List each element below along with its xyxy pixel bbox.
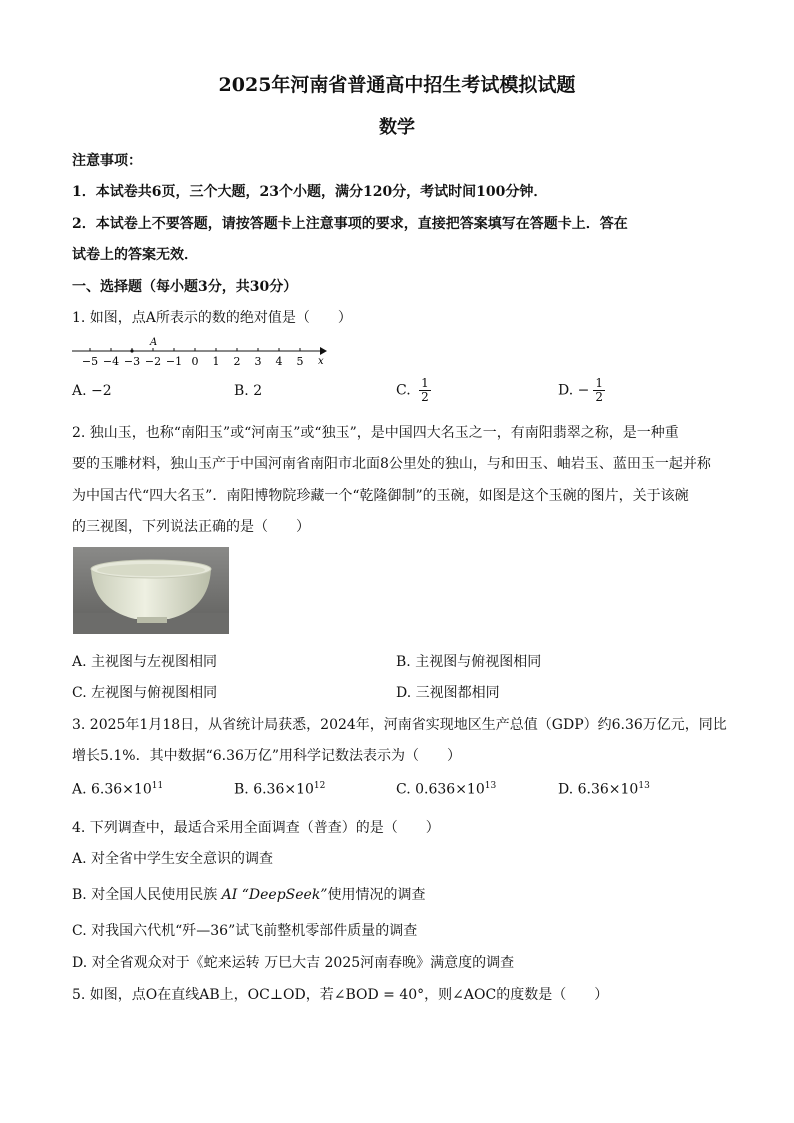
number-line-tick-label: −4 [102, 355, 120, 368]
q3-option-b [234, 781, 325, 798]
q1-option-c [396, 377, 431, 404]
q4-option-b-suffix: 使用情况的调查 [327, 887, 426, 903]
number-line-tick-label: 4 [275, 355, 283, 368]
q3-option-a-base: A. 6.36×10 [72, 781, 152, 798]
q2-option-d: D. 三视图都相同 [396, 685, 500, 701]
q2-line-4: 的三视图，下列说法正确的是（ ） [72, 519, 310, 535]
q4-option-b-ai: AI [221, 887, 238, 903]
q3-option-c [396, 781, 496, 798]
q3-line-2: 增长5.1%．其中数据“6.36万亿”用科学记数法表示为（ ） [72, 748, 462, 764]
fraction-denominator: 2 [595, 390, 603, 404]
section-heading: 一、选择题（每小题3分，共30分） [72, 279, 298, 295]
q3-option-b-base: B. 6.36×10 [234, 781, 314, 798]
q2-option-c: C. 左视图与俯视图相同 [72, 685, 218, 701]
q4-stem: 4. 下列调查中，最适合采用全面调查（普查）的是（ ） [72, 820, 440, 836]
fraction [593, 377, 605, 404]
q4-option-b-prefix: B. 对全国人民使用民族 [72, 887, 218, 903]
exam-title: 2025年河南省普通高中招生考试模拟试题 [218, 74, 576, 96]
q1-option-d-prefix: D. − [558, 382, 590, 399]
note-item-3: 试卷上的答案无效． [72, 247, 198, 263]
axis-x-label: x [318, 356, 324, 367]
q2-option-a: A. 主视图与左视图相同 [72, 654, 218, 670]
q3-option-d-base: D. 6.36×10 [558, 781, 639, 798]
point-a-label: A [150, 337, 158, 348]
q2-line-1: 2. 独山玉，也称“南阳玉”或“河南玉”或“独玉”，是中国四大名玉之一，有南阳翡翠之称，是一种重 [72, 425, 679, 441]
number-line-figure [70, 337, 328, 371]
fraction-numerator: 1 [595, 376, 603, 390]
q2-line-2: 要的玉雕材料，独山玉产于中国河南省南阳市北面8公里处的独山，与和田玉、岫岩玉、蓝田玉一起并称 [72, 456, 711, 472]
q1-option-a: A. −2 [72, 383, 112, 399]
q1-stem: 1. 如图，点A所表示的数的绝对值是（ ） [72, 310, 352, 326]
q4-option-b [72, 884, 425, 904]
exam-subject: 数学 [379, 117, 415, 138]
q2-line-3: 为中国古代“四大名玉”．南阳博物院珍藏一个“乾隆御制”的玉碗，如图是这个玉碗的图片，关于该碗 [72, 488, 689, 504]
q3-option-b-exponent: 12 [313, 781, 326, 791]
q4-option-c: C. 对我国六代机“歼—36”试飞前整机零部件质量的调查 [72, 923, 418, 939]
q4-option-a: A. 对全省中学生安全意识的调查 [72, 851, 274, 867]
q1-option-b: B. 2 [234, 383, 263, 399]
jade-bowl-photo [73, 547, 229, 634]
number-line-tick-label: 2 [233, 355, 241, 368]
number-line-tick-label: 3 [254, 355, 262, 368]
q3-line-1: 3. 2025年1月18日，从省统计局获悉，2024年，河南省实现地区生产总值（GDP）约6.36万亿元，同比 [72, 717, 727, 733]
q4-option-b-deepseek: “DeepSeek” [241, 887, 328, 903]
q4-option-d: D. 对全省观众对于《蛇来运转 万巳大吉 2025河南春晚》满意度的调查 [72, 955, 515, 971]
q3-option-a-exponent: 11 [151, 781, 164, 791]
q5-stem: 5. 如图，点O在直线AB上，OC⊥OD，若∠BOD = 40°，则∠AOC的度数是（ ） [72, 987, 609, 1003]
fraction-numerator: 1 [421, 376, 429, 390]
note-item-1: 1．本试卷共6页，三个大题，23个小题，满分120分，考试时间100分钟． [72, 184, 548, 200]
fraction [419, 377, 431, 404]
number-line-tick-label: −1 [165, 355, 183, 368]
number-line-tick-label: −5 [81, 355, 99, 368]
number-line-tick-label: −2 [144, 355, 162, 368]
q3-option-d-exponent: 13 [638, 781, 650, 791]
notes-heading: 注意事项： [72, 153, 142, 169]
number-line-tick-label: 0 [191, 355, 199, 368]
q3-option-c-exponent: 13 [484, 781, 497, 791]
number-line-tick-label: 5 [296, 355, 304, 368]
q2-option-b: B. 主视图与俯视图相同 [396, 654, 542, 670]
number-line-tick-label: 1 [212, 355, 220, 368]
q3-option-d [558, 781, 650, 798]
q1-option-d [558, 377, 605, 404]
note-item-2: 2．本试卷上不要答题，请按答题卡上注意事项的要求，直接把答案填写在答题卡上．答在 [72, 216, 628, 232]
fraction-denominator: 2 [421, 390, 429, 404]
q3-option-a [72, 781, 163, 798]
q3-option-c-base: C. 0.636×10 [396, 781, 485, 798]
point-a-marker [130, 349, 133, 352]
q1-option-c-prefix: C. [396, 382, 416, 399]
number-line-tick-label: −3 [123, 355, 141, 368]
